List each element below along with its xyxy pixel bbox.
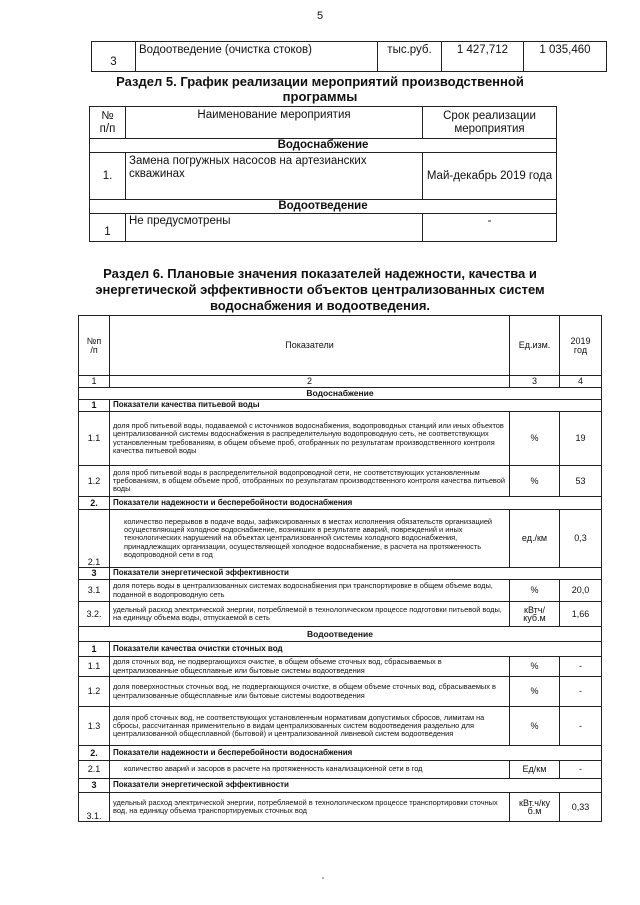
header-num xyxy=(79,316,110,376)
row-name: количество перерывов в подаче воды, зафиксированных в местах исполнения обязательств организацией осуществляющей холодное водоснабжение, возникших в результате аварий, повреждений и иных технологических нарушений на объектах централизованной системы холодного водоснабжения, принадлежащих организации, осуществляющей холодное водоснабжение, в расчета на протяженность водопроводной сети в год xyxy=(110,510,510,568)
row-value: - xyxy=(560,707,602,746)
header-num-line2: п/п xyxy=(99,122,116,135)
table-row xyxy=(79,580,602,602)
header-num-line2: /п xyxy=(90,344,98,355)
group-number: 2. xyxy=(79,746,110,761)
section-row xyxy=(79,388,602,400)
row-name: удельный расход электрической энергии, потребляемой в технологическом процессе подготовки питьевой воды, на единицу объема воды, отпускаемой в сеть xyxy=(110,602,510,627)
row-unit: % xyxy=(510,412,560,466)
group-row xyxy=(79,642,602,657)
row-number: 1.1 xyxy=(79,657,110,677)
section-row xyxy=(79,627,602,642)
row-unit-line1: кВтч/ xyxy=(524,604,545,615)
page-number: 5 xyxy=(316,10,324,22)
row-number: 3.1 xyxy=(79,580,110,602)
row-name: доля потерь воды в централизованных системах водоснабжения при транспортировке в общем объеме воды, поданной в водопроводную сеть xyxy=(110,580,510,602)
row-name: количество аварий и засоров в расчете на протяженность канализационной сети в год xyxy=(110,761,510,779)
table-row xyxy=(79,602,602,627)
group-number: 3 xyxy=(79,568,110,580)
row-unit: Ед/км xyxy=(510,761,560,779)
group-row xyxy=(79,568,602,580)
group-row xyxy=(79,746,602,761)
section6-title-line3: водоснабжения и водоотведения. xyxy=(209,298,431,313)
group-name: Показатели надежности и бесперебойности водоснабжения xyxy=(110,497,602,510)
row-unit: тыс.руб. xyxy=(378,42,442,72)
col-num-1: 1 xyxy=(79,376,110,388)
table-row xyxy=(79,761,602,779)
header-num xyxy=(90,107,126,139)
header-term-line1: Срок реализации xyxy=(443,109,536,122)
section-drainage: Водоотведение xyxy=(79,627,602,642)
row-name: доля проб сточных вод, не соответствующих установленным нормативам допустимых сбросов, лимитам на сбросы, рассчитанная применительно в видам централизованных систем водоотведения раздельно для централизованной общесплавной (бытовой) и централизованной ливневой систем водоотведения xyxy=(110,707,510,746)
table-header-row xyxy=(79,316,602,376)
header-name: Показатели xyxy=(110,316,510,376)
group-row xyxy=(79,497,602,510)
row-value: - xyxy=(560,657,602,677)
col-num-3: 3 xyxy=(510,376,560,388)
section5-title-line1: Раздел 5. График реализации мероприятий производственной xyxy=(116,74,524,89)
col-num-4: 4 xyxy=(560,376,602,388)
col-num-2: 2 xyxy=(110,376,510,388)
table-row xyxy=(79,793,602,822)
group-number: 2. xyxy=(79,497,110,510)
table-row xyxy=(79,466,602,497)
table-row xyxy=(90,153,557,200)
row-term: Май-декабрь 2019 года xyxy=(423,153,557,200)
row-unit: % xyxy=(510,466,560,497)
row-number: 1.2 xyxy=(79,677,110,707)
section5-table xyxy=(89,106,557,242)
row-name: Водоотведение (очистка стоков) xyxy=(136,42,378,72)
header-year: 2019 год xyxy=(560,316,602,376)
group-name: Показатели энергетической эффективности xyxy=(110,779,602,793)
row-name: Не предусмотрены xyxy=(126,214,423,242)
row-unit: % xyxy=(510,657,560,677)
row-name: доля проб питьевой воды, подаваемой с источников водоснабжения, водопроводных станций или иных объектов централизованной системы водоснабжения в распределительную водопроводную сеть, не соответствующих установленным требованиям, в общем объеме проб, отобранных по результатам производственного контроля качества питьевой воды xyxy=(110,412,510,466)
group-name: Показатели энергетической эффективности xyxy=(110,568,602,580)
row-value: 19 xyxy=(560,412,602,466)
row-number: 2.1 xyxy=(79,510,110,568)
group-row xyxy=(79,779,602,793)
group-name: Показатели качества питьевой воды xyxy=(110,400,602,412)
row-name: доля поверхностных сточных вод, не подвергающихся очистке, в общем объеме сточных вод, сбрасываемых в централизованные общесплавные или бытовые системы водоотведения xyxy=(110,677,510,707)
row-name: Замена погружных насосов на артезианских скважинах xyxy=(126,153,423,200)
row-unit: % xyxy=(510,677,560,707)
section6-table xyxy=(78,315,602,822)
header-num-line1: № xyxy=(101,109,114,122)
row-number: 1.2 xyxy=(79,466,110,497)
row-value: 1,66 xyxy=(560,602,602,627)
row-value-1: 1 427,712 xyxy=(442,42,524,72)
section-water-supply: Водоснабжение xyxy=(79,388,602,400)
row-unit xyxy=(510,793,560,822)
column-number-row xyxy=(79,376,602,388)
table-row xyxy=(79,657,602,677)
header-unit: Ед.изм. xyxy=(510,316,560,376)
table-row xyxy=(79,707,602,746)
row-name: доля сточных вод, не подвергающихся очистке, в общем объеме сточных вод, сбрасываемых в централизованные общесплавные или бытовые системы водоотведения xyxy=(110,657,510,677)
row-unit xyxy=(510,602,560,627)
table-row xyxy=(92,42,607,72)
row-unit-line2: б.м xyxy=(527,806,542,816)
table-row xyxy=(79,412,602,466)
row-value: - xyxy=(560,677,602,707)
group-name: Показатели качества очистки сточных вод xyxy=(110,642,602,657)
row-unit: % xyxy=(510,707,560,746)
row-term: - xyxy=(423,214,557,242)
row-number: 3 xyxy=(92,42,136,72)
group-row xyxy=(90,200,557,214)
finance-table-tail xyxy=(91,41,607,72)
group-number: 1 xyxy=(79,400,110,412)
row-unit: ед./км xyxy=(510,510,560,568)
table-row xyxy=(79,677,602,707)
group-row xyxy=(90,139,557,153)
header-name: Наименование мероприятия xyxy=(126,107,423,139)
section6-title-line2: энергетической эффективности объектов централизованных систем xyxy=(95,282,545,297)
row-value: 53 xyxy=(560,466,602,497)
row-name: удельный расход электрической энергии, потребляемой в технологическом процессе транспортировки сточных вод, на единицу объема транспортируемых сточных вод xyxy=(110,793,510,822)
group-row xyxy=(79,400,602,412)
section5-title-line2: программы xyxy=(282,89,358,104)
row-number: 1.1 xyxy=(79,412,110,466)
group-drainage: Водоотведение xyxy=(90,200,557,214)
group-water-supply: Водоснабжение xyxy=(90,139,557,153)
row-unit-line2: куб.м xyxy=(523,613,546,623)
group-number: 3 xyxy=(79,779,110,793)
row-value: 20,0 xyxy=(560,580,602,602)
row-value: 0,33 xyxy=(560,793,602,822)
row-value: - xyxy=(560,761,602,779)
group-number: 1 xyxy=(79,642,110,657)
row-number: 3.1. xyxy=(79,793,110,822)
section6-title-line1: Раздел 6. Плановые значения показателей надежности, качества и xyxy=(103,266,537,281)
table-row xyxy=(90,214,557,242)
row-value: 0,3 xyxy=(560,510,602,568)
row-number: 1.3 xyxy=(79,707,110,746)
row-name: доля проб питьевой воды в распределительной водопроводной сети, не соответствующих установленным требованиям, в общем объеме проб, отобранных по результатам производственного контроля качества питьевой воды xyxy=(110,466,510,497)
row-number: 1 xyxy=(90,214,126,242)
row-unit: % xyxy=(510,580,560,602)
row-number: 1. xyxy=(90,153,126,200)
row-unit-line1: кВт.ч/ку xyxy=(519,797,550,808)
row-number: 2.1 xyxy=(79,761,110,779)
row-number: 3.2. xyxy=(79,602,110,627)
header-term-line2: мероприятия xyxy=(454,122,525,135)
scan-speck xyxy=(322,877,324,879)
group-name: Показатели надежности и бесперебойности водоснабжения xyxy=(110,746,602,761)
header-term xyxy=(423,107,557,139)
row-value-2: 1 035,460 xyxy=(524,42,607,72)
table-header-row xyxy=(90,107,557,139)
table-row xyxy=(79,510,602,568)
header-num-line1: №п xyxy=(86,336,102,347)
